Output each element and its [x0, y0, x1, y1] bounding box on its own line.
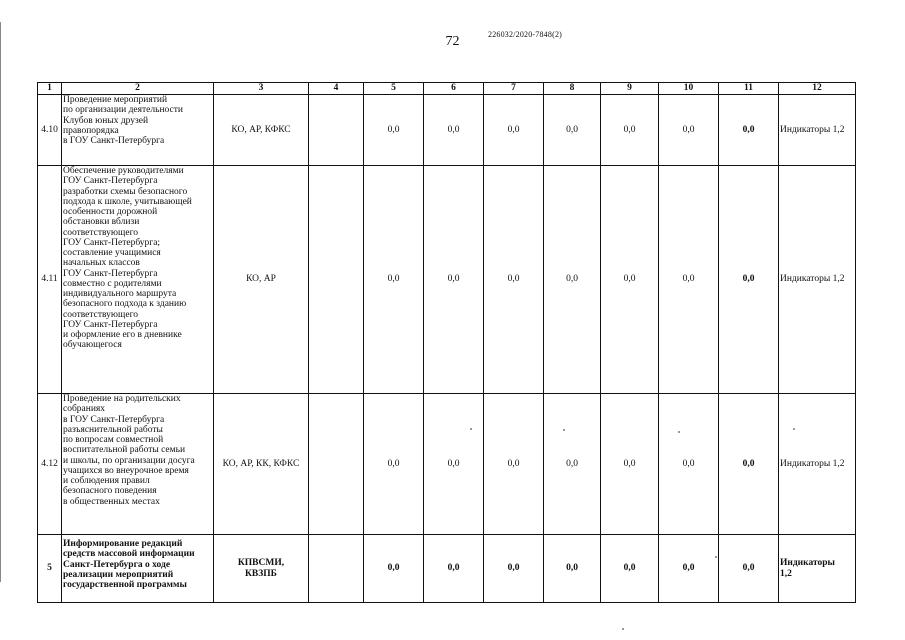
value-cell: 0,0	[601, 95, 659, 166]
measure-name-line: реализации мероприятий	[63, 569, 174, 580]
measure-name	[62, 166, 214, 394]
table-row	[38, 166, 856, 394]
header-cell: 10	[659, 83, 719, 95]
table-row	[38, 394, 856, 535]
value-cell: 0,0	[484, 95, 544, 166]
measure-name-line: безопасного подхода к зданию	[63, 299, 187, 310]
measure-name-line: обучающегося	[63, 340, 122, 351]
measure-name-line: ГОУ Санкт-Петербурга	[63, 176, 158, 187]
measure-name-line: правопорядка	[63, 125, 119, 136]
measure-name-line: и школы, по организации досуга	[63, 455, 195, 466]
scan-speck	[793, 428, 795, 430]
header-cell: 6	[424, 83, 484, 95]
value-cell: 0,0	[364, 166, 424, 394]
value-cell: 0,0	[659, 535, 719, 603]
measure-name-line: Санкт-Петербурга о ходе	[63, 559, 171, 570]
measure-name-line: совместно с родителями	[63, 278, 162, 289]
measure-name-line: Проведение мероприятий	[63, 95, 168, 105]
value-cell-total: 0,0	[719, 394, 779, 535]
indicators	[779, 535, 856, 603]
measure-name	[62, 95, 214, 166]
header-cell: 3	[214, 83, 309, 95]
table-row	[38, 535, 856, 603]
scan-speck	[715, 556, 717, 558]
header-cell: 5	[364, 83, 424, 95]
page-left-edge	[0, 22, 3, 582]
value-cell: 0,0	[424, 394, 484, 535]
value-cell-total: 0,0	[719, 95, 779, 166]
column-4-cell	[309, 535, 364, 603]
measure-name-line: ГОУ Санкт-Петербурга	[63, 268, 158, 279]
value-cell: 0,0	[424, 166, 484, 394]
value-cell: 0,0	[544, 394, 601, 535]
document-reference: 226032/2020-7848(2)	[488, 30, 563, 39]
measure-name	[62, 394, 214, 535]
value-cell: 0,0	[424, 95, 484, 166]
header-cell: 2	[62, 83, 214, 95]
value-cell: 0,0	[659, 394, 719, 535]
indicators: Индикаторы 1,2	[779, 166, 856, 394]
measure-name-line: соответствующего	[63, 227, 138, 238]
header-cell: 12	[779, 83, 856, 95]
executors: КО, АР, КФКС	[214, 95, 309, 166]
measure-name-line: безопасного поведения	[63, 486, 157, 497]
measure-name-line: подхода к школе, учитывающей	[63, 196, 192, 207]
measure-name-line: обстановки вблизи	[63, 217, 140, 228]
value-cell: 0,0	[659, 166, 719, 394]
value-cell: 0,0	[601, 166, 659, 394]
indicator-line: 1,2	[780, 568, 792, 579]
value-cell: 0,0	[601, 535, 659, 603]
measure-name-line: в ГОУ Санкт-Петербурга	[63, 136, 165, 146]
executors	[214, 535, 309, 603]
executors: КО, АР, КК, КФКС	[214, 394, 309, 535]
indicators: Индикаторы 1,2	[779, 95, 856, 166]
measure-name-line: и соблюдения правил	[63, 476, 150, 486]
measure-name-line: составление учащимися	[63, 248, 161, 258]
value-cell: 0,0	[544, 535, 601, 603]
measure-name-line: Клубов юных друзей	[63, 115, 149, 126]
value-cell-total: 0,0	[719, 166, 779, 394]
value-cell: 0,0	[364, 95, 424, 166]
table-row	[38, 95, 856, 166]
measure-name-line: по организации деятельности	[63, 105, 183, 116]
scan-speck	[563, 429, 565, 431]
program-measures-table	[37, 82, 856, 603]
measure-name-line: ГОУ Санкт-Петербурга	[63, 319, 158, 330]
value-cell: 0,0	[601, 394, 659, 535]
measure-name	[62, 535, 214, 603]
measure-name-line: разъяснительной работы	[63, 424, 163, 435]
value-cell: 0,0	[364, 394, 424, 535]
row-number: 4.10	[38, 95, 62, 166]
measure-name-line: Обеспечение руководителями	[63, 166, 184, 176]
column-4-cell	[309, 95, 364, 166]
measure-name-line: в ГОУ Санкт-Петербурга	[63, 414, 165, 425]
measure-name-line: и оформление его в дневнике	[63, 330, 182, 340]
header-cell: 4	[309, 83, 364, 95]
row-number: 4.11	[38, 166, 62, 394]
scan-speck	[678, 431, 680, 433]
measure-name-line: соответствующего	[63, 309, 138, 320]
column-4-cell	[309, 394, 364, 535]
indicators: Индикаторы 1,2	[779, 394, 856, 535]
value-cell-total: 0,0	[719, 535, 779, 603]
measure-name-line: воспитательной работы семьи	[63, 445, 186, 456]
measure-name-line: в общественных местах	[63, 496, 160, 507]
measure-name-line: собраниях	[63, 404, 106, 415]
header-cell: 7	[484, 83, 544, 95]
measure-name-line: разработки схемы безопасного	[63, 186, 188, 197]
header-cell: 11	[719, 83, 779, 95]
scan-speck	[622, 628, 624, 630]
value-cell: 0,0	[424, 535, 484, 603]
indicator-line: Индикаторы	[780, 558, 835, 569]
measure-name-line: средств массовой информации	[63, 549, 195, 560]
value-cell: 0,0	[659, 95, 719, 166]
row-number: 4.12	[38, 394, 62, 535]
measure-name-line: учащихся во внеурочное время	[63, 465, 189, 476]
value-cell: 0,0	[484, 166, 544, 394]
measure-name-line: начальных классов	[63, 258, 140, 269]
value-cell: 0,0	[484, 535, 544, 603]
executor-line: КВЗПБ	[245, 568, 277, 579]
measure-name-line: Информирование редакций	[63, 539, 183, 549]
measure-name-line: индивидуального маршрута	[63, 289, 177, 299]
measure-name-line: по вопросам совместной	[63, 435, 164, 445]
executor-line: КПВСМИ,	[237, 558, 285, 569]
value-cell: 0,0	[364, 535, 424, 603]
value-cell: 0,0	[544, 166, 601, 394]
value-cell: 0,0	[484, 394, 544, 535]
header-cell: 9	[601, 83, 659, 95]
executors: КО, АР	[214, 166, 309, 394]
header-cell: 1	[38, 83, 62, 95]
page-number: 72	[445, 34, 460, 49]
scan-speck	[470, 428, 472, 430]
row-number: 5	[38, 535, 62, 603]
measure-name-line: ГОУ Санкт-Петербурга;	[63, 237, 161, 248]
measure-name-line: государственной программы	[63, 580, 187, 590]
measure-name-line: Проведение на родительских	[63, 394, 181, 404]
column-4-cell	[309, 166, 364, 394]
measure-name-line: особенности дорожной	[63, 207, 158, 217]
header-cell: 8	[544, 83, 601, 95]
column-number-header	[38, 83, 856, 95]
value-cell: 0,0	[544, 95, 601, 166]
